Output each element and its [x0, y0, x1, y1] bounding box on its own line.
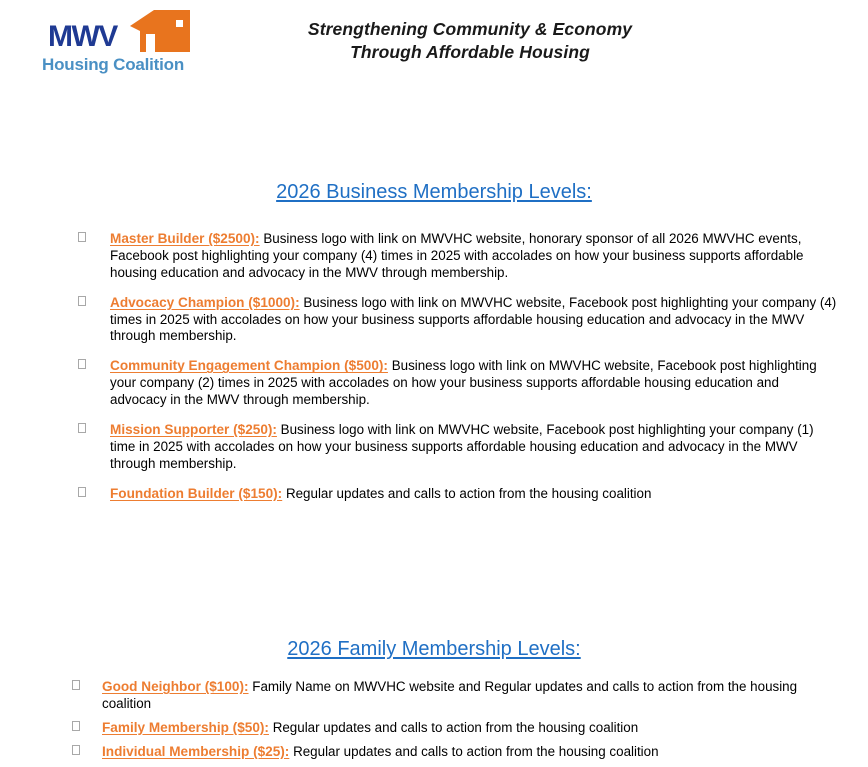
membership-level-description: Regular updates and calls to action from the housing coalition [293, 743, 659, 759]
square-bullet-icon [78, 423, 86, 433]
membership-level-label: Individual Membership ($25): [102, 743, 290, 759]
logo-subtitle-text: Housing Coalition [42, 55, 185, 74]
house-icon [128, 10, 192, 52]
square-bullet-icon [78, 232, 86, 242]
membership-level-label: Foundation Builder ($150): [110, 485, 283, 501]
square-bullet-icon [72, 721, 80, 731]
list-item [78, 357, 838, 409]
list-item [78, 230, 838, 282]
list-item [78, 485, 838, 503]
membership-level-description: Business logo with link on MWVHC website, Facebook post highlighting your company (2) times in 2025 with accolades on how your business supports affordable housing education and advocacy in the MWV through membership. [110, 358, 817, 408]
membership-level-label: Family Membership ($50): [102, 719, 269, 735]
membership-level-description: Business logo with link on MWVHC website, Facebook post highlighting your company (1) time in 2025 with accolades on how your business supports affordable housing education and advocacy in the MWV through membership. [110, 422, 814, 471]
membership-level-label: Advocacy Champion ($1000): [110, 294, 300, 310]
membership-level-description: Regular updates and calls to action from the housing coalition [272, 719, 639, 735]
family-membership-heading: 2026 Family Membership Levels: [287, 638, 581, 660]
mwv-housing-coalition-logo [40, 8, 192, 78]
logo-mwv-text: MWV [48, 20, 117, 53]
membership-level-description: Business logo with link on MWVHC website, Facebook post highlighting your company (4) times in 2025 with accolades on how your business supports affordable housing education and advocacy in the MWV through membership. [110, 294, 837, 344]
organization-tagline [280, 18, 660, 64]
membership-level-label: Good Neighbor ($100): [102, 679, 249, 694]
family-membership-list [72, 678, 847, 767]
square-bullet-icon [78, 487, 86, 497]
square-bullet-icon [78, 359, 86, 369]
tagline-line-1: Strengthening Community & Economy [307, 19, 633, 39]
business-membership-list [78, 230, 838, 515]
membership-level-label: Master Builder ($2500): [110, 231, 260, 246]
membership-level-label: Mission Supporter ($250): [110, 422, 277, 438]
square-bullet-icon [72, 680, 80, 690]
membership-level-description: Business logo with link on MWVHC website, honorary sponsor of all 2026 MWVHC events, Facebook post highlighting your company (4) times in 2025 with accolades on how your business supports affordable housing education and advocacy in the MWV through membership. [110, 231, 804, 280]
list-item [78, 421, 838, 473]
tagline-line-2: Through Affordable Housing [350, 42, 590, 63]
business-membership-heading: 2026 Business Membership Levels: [276, 181, 592, 203]
membership-level-description: Regular updates and calls to action from the housing coalition [285, 485, 652, 501]
membership-level-description: Family Name on MWVHC website and Regular updates and calls to action from the housing coalition [102, 679, 798, 711]
membership-level-label: Community Engagement Champion ($500): [110, 358, 388, 374]
list-item [72, 719, 847, 737]
square-bullet-icon [72, 745, 80, 755]
square-bullet-icon [78, 296, 86, 306]
list-item [78, 294, 838, 346]
list-item [72, 743, 847, 761]
list-item [72, 678, 847, 713]
document-header [0, 0, 868, 92]
